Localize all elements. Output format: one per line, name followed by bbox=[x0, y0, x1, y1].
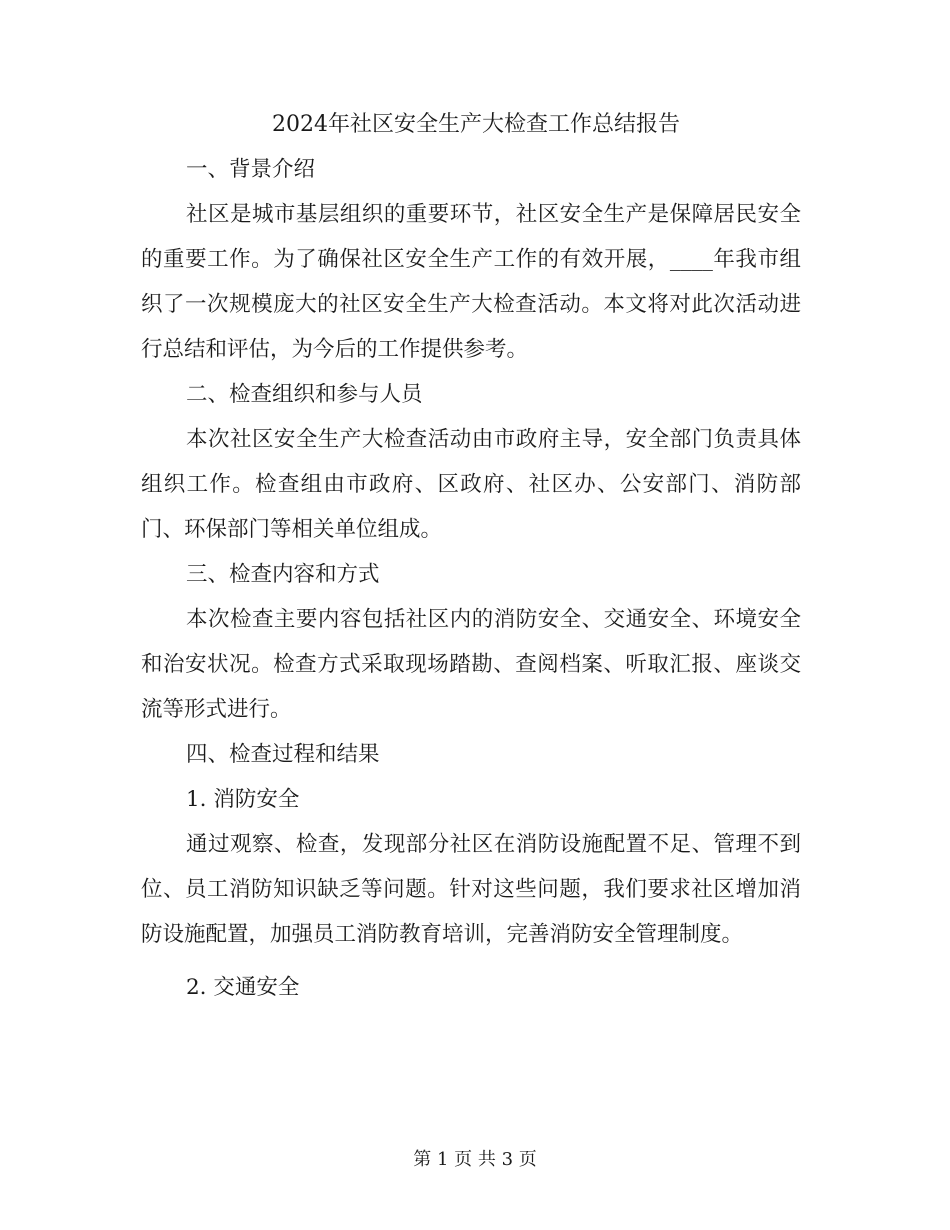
document-body bbox=[141, 102, 801, 1010]
section-paragraph-background: 社区是城市基层组织的重要环节，社区安全生产是保障居民安全的重要工作。为了确保社区安全生产工作的有效开展，____年我市组织了一次规模庞大的社区安全生产大检查活动。本文将对此次活动进行总结和评估，为今后的工作提供参考。 bbox=[141, 202, 801, 362]
document-title: 2024年社区安全生产大检查工作总结报告 bbox=[272, 112, 680, 137]
section-heading-content-method: 三、检查内容和方式 bbox=[186, 562, 380, 587]
section-heading-background: 一、背景介绍 bbox=[186, 157, 316, 182]
section-paragraph-content-method: 本次检查主要内容包括社区内的消防安全、交通安全、环境安全和治安状况。检查方式采取现场踏勘、查阅档案、听取汇报、座谈交流等形式进行。 bbox=[141, 607, 801, 722]
subsection-heading-fire-safety: 1. 消防安全 bbox=[186, 787, 300, 812]
page-number-footer: 第 1 页 共 3 页 bbox=[413, 1149, 537, 1170]
subsection-paragraph-fire-safety: 通过观察、检查，发现部分社区在消防设施配置不足、管理不到位、员工消防知识缺乏等问题。针对这些问题，我们要求社区增加消防设施配置，加强员工消防教育培训，完善消防安全管理制度。 bbox=[141, 832, 801, 947]
paragraph-spacer bbox=[141, 957, 801, 965]
subsection-heading-traffic-safety: 2. 交通安全 bbox=[186, 975, 300, 1000]
section-heading-organization: 二、检查组织和参与人员 bbox=[186, 382, 423, 407]
section-paragraph-organization: 本次社区安全生产大检查活动由市政府主导，安全部门负责具体组织工作。检查组由市政府、区政府、社区办、公安部门、消防部门、环保部门等相关单位组成。 bbox=[141, 427, 801, 542]
section-heading-process-results: 四、检查过程和结果 bbox=[186, 742, 380, 767]
